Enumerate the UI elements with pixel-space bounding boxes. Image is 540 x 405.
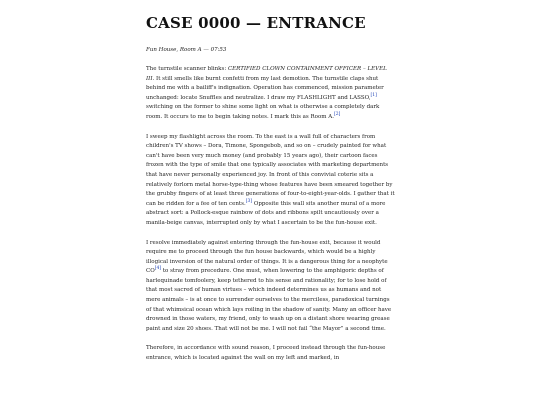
paragraph-4 <box>146 344 396 363</box>
scanner-message: CERTIFIED CLOWN CONTAINMENT OFFICER – LEVEL III <box>146 66 387 82</box>
footnote-link-2[interactable]: [2] <box>333 112 341 118</box>
footnote-link-3[interactable]: [3] <box>245 198 253 204</box>
footnote-link-4[interactable]: [4] <box>154 266 162 272</box>
paragraph-3-text-b: to stray from precedure. One must, when lowering to the amphigoric depths of harlequinade tomfoolery, keep tethered to his sense and rationality; for to lose hold of that most sacred of human virtues – which indeed determines us as humans and not mere animals – is at once to surrender ourselves to the merciless, paradoxical turnings of that whimsical ocean which lays roiling in the shadow of sanity. Many an officer have drowned in those waters, my friend, only to wash up on a distant shore wearing grease paint and size 20 shoes. That will not be me. I will not fail “the Mayor” a second time. <box>146 268 392 332</box>
paragraph-2-text-b: Opposite this wall sits another mural of a more abstract sort: a Pollock-esque rainbow of dots and ribbons spilt uncautiously over a manila-beige canvas, interrupted only by what I ascertain to be the fun-house exit. <box>146 200 386 226</box>
paragraph-1-text-a: The turnstile scanner blinks: <box>146 66 228 72</box>
article <box>146 14 396 374</box>
footnote-link-1[interactable]: [1] <box>370 92 377 98</box>
paragraph-1-text-b: . It still smells like burnt confetti from my last demotion. The turnstile claps shut behind me with a bailiff's indignation. Operation has commenced, mission parameter unchanged: locate Snuffles and neutralize. I draw my FLASHLIGHT and LASSO, <box>146 75 384 101</box>
page-title: CASE 0000 — ENTRANCE <box>146 14 366 32</box>
paragraph-3 <box>146 239 396 335</box>
paragraph-2-text-a: I sweep my flashlight across the room. To the east is a wall full of characters from children's TV shows – Dora, Timone, Spongebob, and so on – crudely painted for what can't have been very much money (and probably 15 years ago), their cartoon faces frozen with the type of smile that one typically associates with marketing departments that have never personally experienced joy. In front of this convivial coterie sits a relatively forlorn metal horse-type-thing whose features have been smeared together by the grubby fingers of at least three generations of four-to-eight-year-olds. I gather that it can be ridden for a fee of ten cents. <box>146 133 395 207</box>
entry-meta: Fun House, Room A — 07:53 <box>146 47 227 53</box>
paragraph-3-text-a: I resolve immediately against entering through the fun-house exit, because it would require me to proceed through the fun house backwards, which would be a highly illogical inversion of the natural order of things. It is a dangerous thing for a neophyte CO <box>146 239 388 275</box>
paragraph-2 <box>146 133 396 229</box>
paragraph-1-text-c: switching on the former to shine some light on what is otherwise a completely dark room. It occurs to me to begin taking notes. I mark this as Room A. <box>146 104 380 120</box>
paragraph-4-text-a: Therefore, in accordance with sound reason, I proceed instead through the fun-house entrance, which is located against the wall on my left and marked, in <box>146 345 386 362</box>
paragraph-1 <box>146 65 396 123</box>
